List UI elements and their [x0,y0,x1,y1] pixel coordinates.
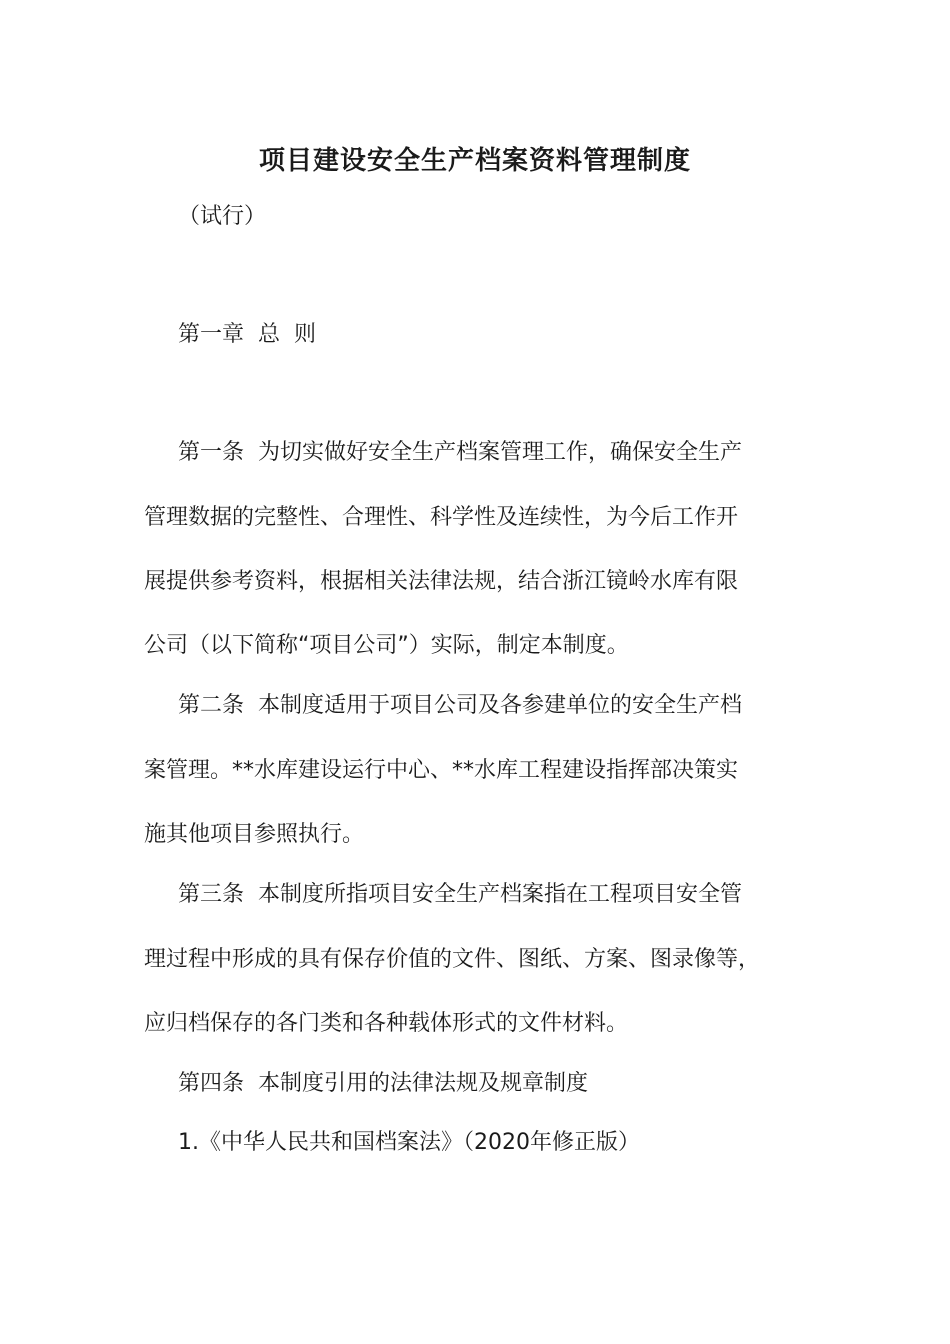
article-text: 本制度所指项目安全生产档案指在工程项目安全管 [258,882,743,907]
document-title: 项目建设安全生产档案资料管理制度 [258,146,691,176]
chapter-heading [178,320,316,350]
article-1-line-3: 展提供参考资料，根据相关法律法规，结合浙江镜岭水库有限 [144,569,739,594]
article-label: 第三条 [178,882,245,907]
chapter-number: 第一章 [178,322,245,347]
document-subtitle: （试行） [178,204,267,229]
chapter-title-a: 总 [258,322,281,347]
article-3-line-2: 理过程中形成的具有保存价值的文件、图纸、方案、图录像等， [144,947,761,972]
list-item: 1.《中华人民共和国档案法》（2020年修正版） [178,1130,640,1155]
chapter-title-b: 则 [294,322,317,347]
article-2-first-line [178,691,742,721]
article-2-line-2: 案管理。**水库建设运行中心、**水库工程建设指挥部决策实 [144,758,739,783]
article-3-first-line [178,880,742,910]
article-3-line-3: 应归档保存的各门类和各种载体形式的文件材料。 [144,1011,629,1036]
article-1-line-2: 管理数据的完整性、合理性、科学性及连续性，为今后工作开 [144,505,739,530]
article-1-line-4: 公司（以下简称“项目公司”）实际，制定本制度。 [144,633,629,658]
article-text: 本制度适用于项目公司及各参建单位的安全生产档 [258,693,743,718]
article-text: 为切实做好安全生产档案管理工作，确保安全生产 [258,440,743,465]
article-4-first-line [178,1069,588,1099]
article-text: 本制度引用的法律法规及规章制度 [258,1071,589,1096]
article-label: 第四条 [178,1071,245,1096]
article-label: 第二条 [178,693,245,718]
article-1-first-line [178,438,742,468]
article-2-line-3: 施其他项目参照执行。 [144,822,365,847]
article-label: 第一条 [178,440,245,465]
